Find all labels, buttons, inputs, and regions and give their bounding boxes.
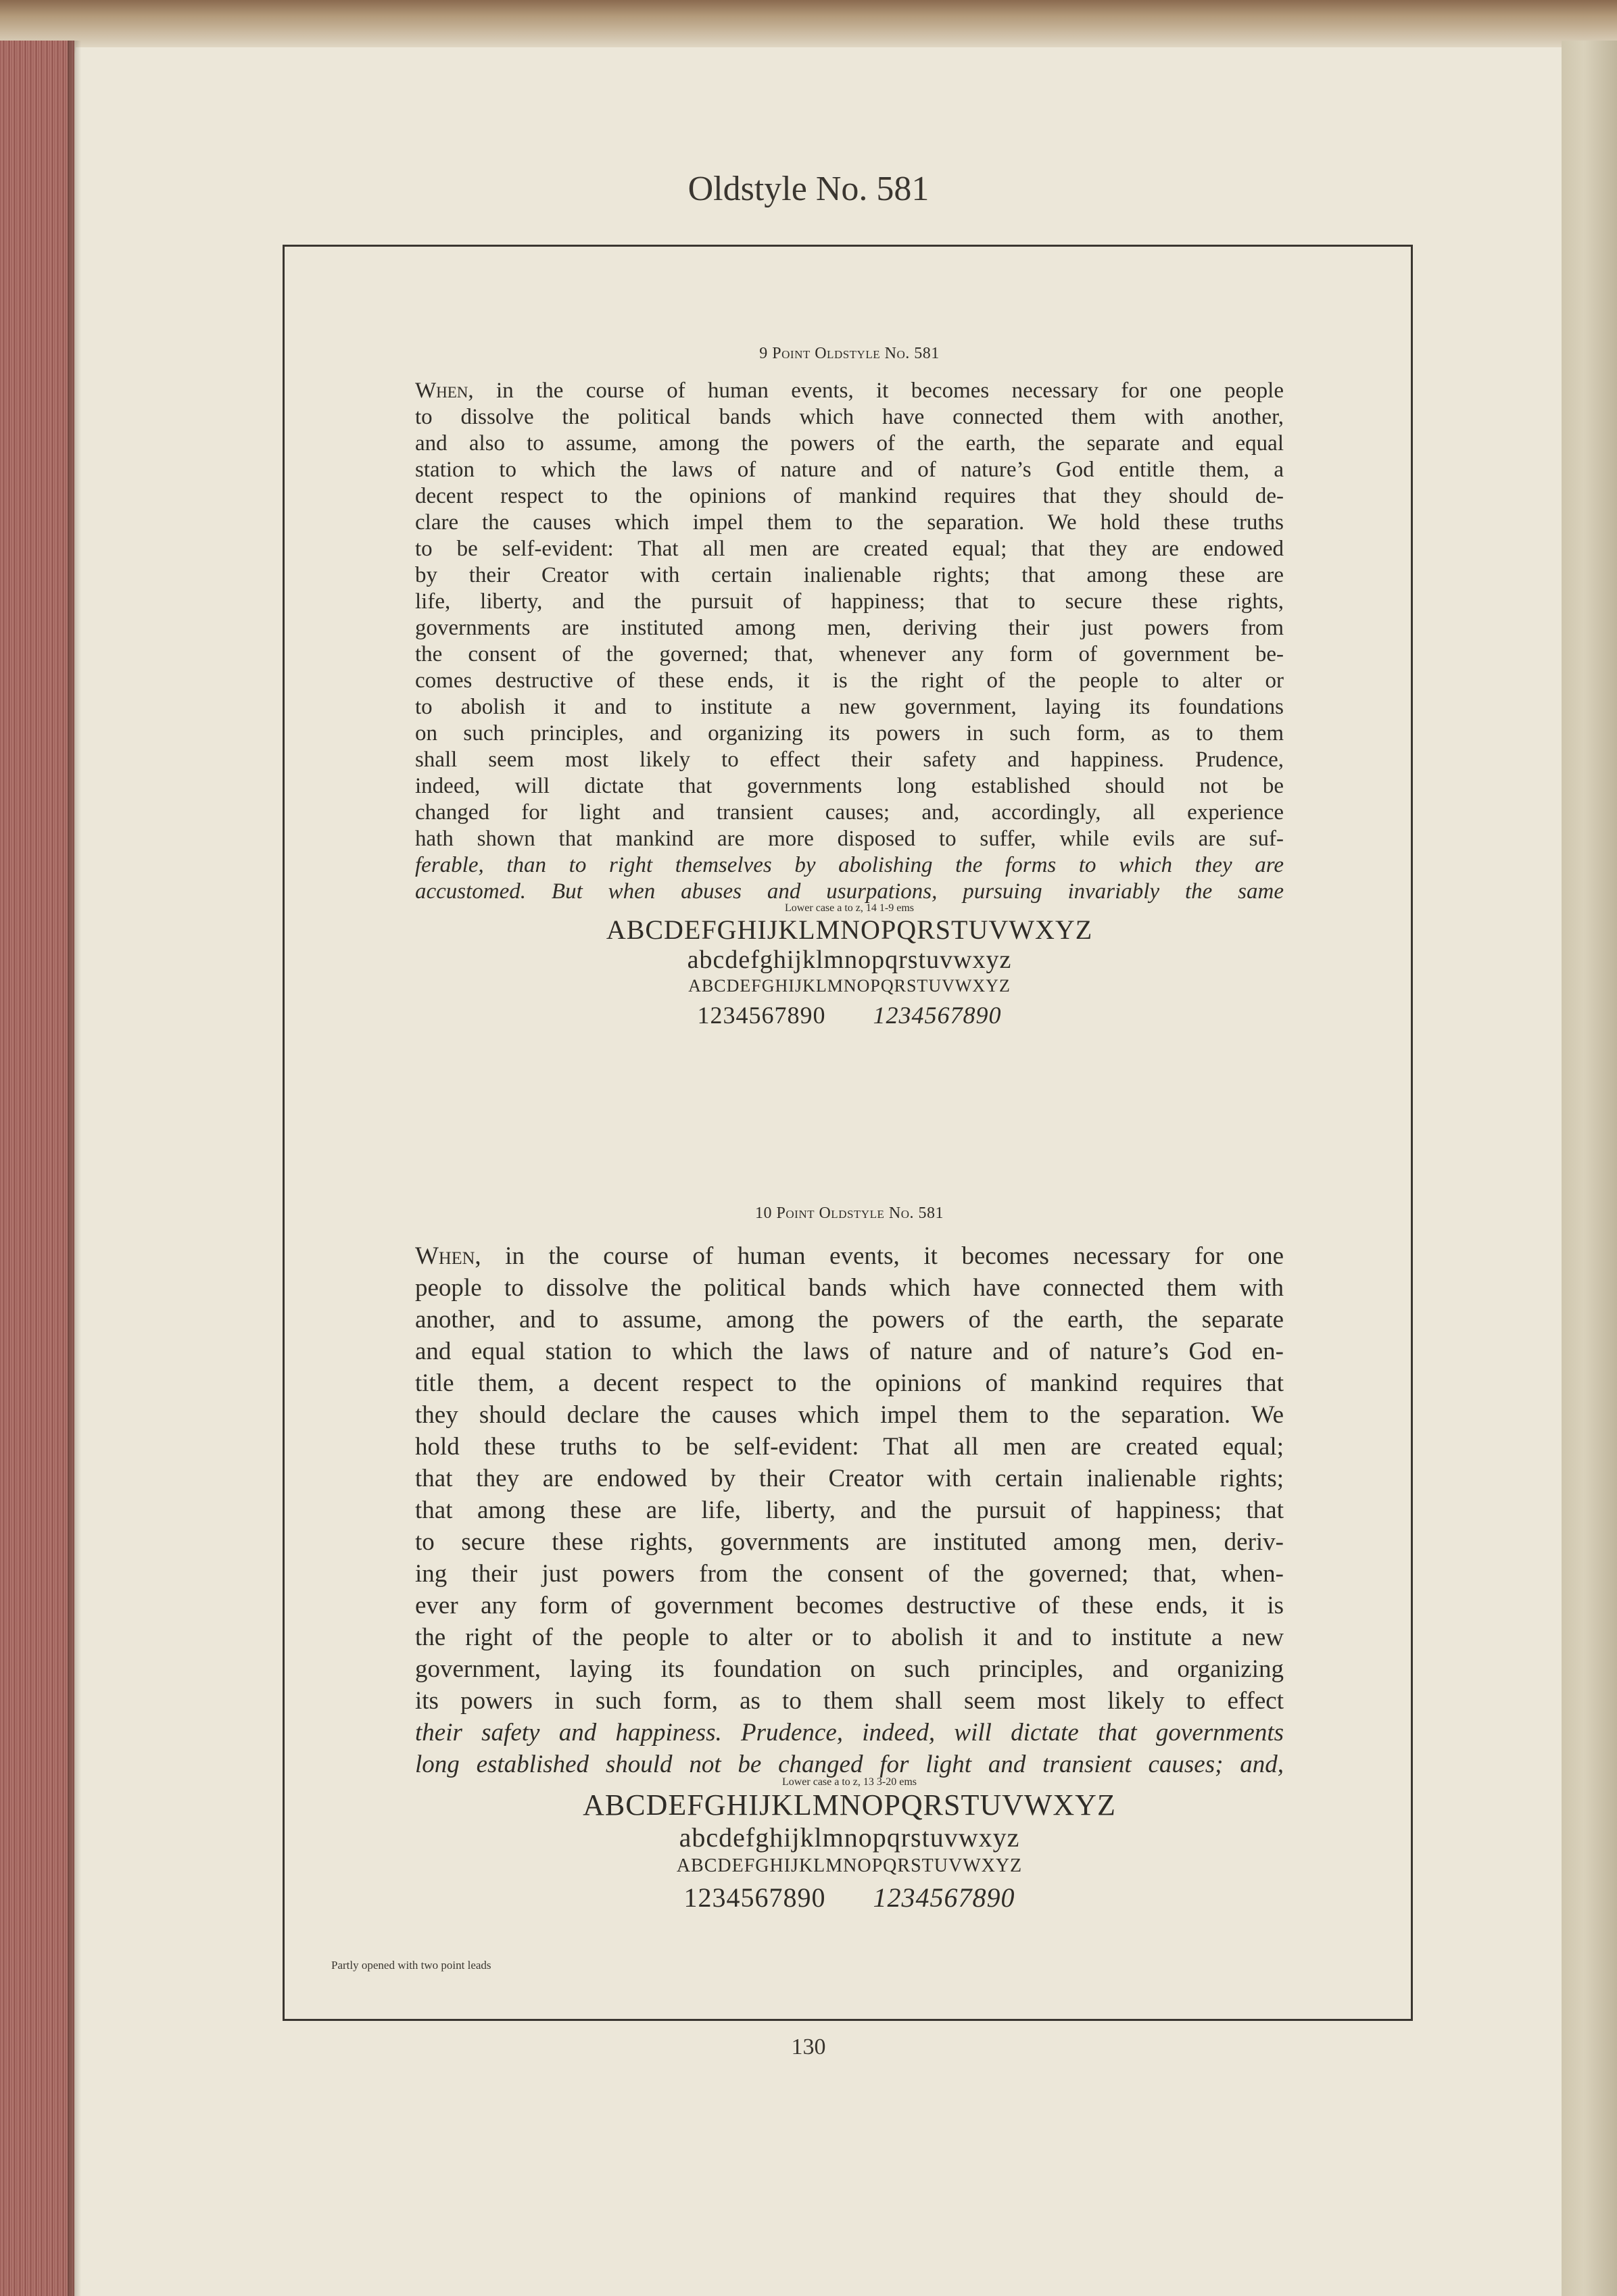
text-line <box>415 404 1284 431</box>
line-text: life, liberty, and the pursuit of happiness; that to secure these rights, <box>415 589 1284 614</box>
text-line <box>415 641 1284 668</box>
text-line <box>415 694 1284 720</box>
line-text: governments are instituted among men, deriving their just powers from <box>415 616 1284 640</box>
text-line <box>415 826 1284 852</box>
line-text: hold these truths to be self-evident: That all men are created equal; <box>415 1433 1284 1461</box>
text-line <box>415 1558 1284 1590</box>
line-text: comes destructive of these ends, it is the right of the people to alter or <box>415 668 1284 693</box>
text-line <box>415 800 1284 826</box>
leading-footnote: Partly opened with two point leads <box>331 1959 491 1972</box>
line-text: another, and to assume, among the powers of the earth, the separate <box>415 1306 1284 1334</box>
text-line <box>415 668 1284 694</box>
lowercase-measure-note: Lower case a to z, 14 1-9 ems <box>784 902 915 914</box>
line-text: accustomed. But when abuses and usurpations, pursuing invariably the same <box>415 879 1284 904</box>
line-text: that they are endowed by their Creator with certain inalienable rights; <box>415 1465 1284 1492</box>
line-text: ing their just powers from the consent of the governed; that, when- <box>415 1560 1284 1588</box>
line-text: the consent of the governed; that, whenever any form of government be- <box>415 642 1284 666</box>
text-line <box>415 615 1284 641</box>
text-line <box>415 879 1284 905</box>
line-text: and equal station to which the laws of nature and of nature’s God en- <box>415 1338 1284 1365</box>
specimen-heading: 9 Point Oldstyle No. 581 <box>759 345 940 362</box>
text-line <box>415 1717 1284 1749</box>
line-text: to abolish it and to institute a new government, laying its foundations <box>415 695 1284 719</box>
text-line <box>415 589 1284 615</box>
figures-line <box>415 1879 1284 1917</box>
line-text: that among these are life, liberty, and the pursuit of happiness; that <box>415 1496 1284 1524</box>
line-text: its powers in such form, as to them shall seem most likely to effect <box>415 1687 1284 1715</box>
uppercase-alphabet: ABCDEFGHIJKLMNOPQRSTUVWXYZ <box>606 914 1093 945</box>
text-line <box>415 536 1284 562</box>
line-text: ever any form of government becomes destructive of these ends, it is <box>415 1592 1284 1619</box>
line-text: to dissolve the political bands which have connected them with another, <box>415 405 1284 429</box>
book-page-edges-left <box>0 41 74 2296</box>
lead-word: When, <box>415 1242 481 1270</box>
line-text: station to which the laws of nature and of nature’s God entitle them, a <box>415 458 1284 482</box>
line-text: their safety and happiness. Prudence, indeed, will dictate that governments <box>415 1719 1284 1747</box>
line-text: title them, a decent respect to the opinions of mankind requires that <box>415 1369 1284 1397</box>
specimen-heading: 10 Point Oldstyle No. 581 <box>755 1204 944 1222</box>
line-text: clare the causes which impel them to the separation. We hold these truths <box>415 510 1284 535</box>
line-text: in the course of human events, it becomes necessary for one <box>481 1242 1284 1270</box>
lead-word: When, <box>415 378 474 403</box>
running-title: Oldstyle No. 581 <box>687 170 930 208</box>
line-text: the right of the people to alter or to abolish it and to institute a new <box>415 1623 1284 1651</box>
italic-figures: 1234567890 <box>873 1882 1015 1913</box>
italic-figures: 1234567890 <box>873 1002 1002 1029</box>
specimen-9-point <box>415 345 1284 1032</box>
book-page-edges-right <box>1562 41 1617 2296</box>
line-text: decent respect to the opinions of mankind requires that they should de- <box>415 484 1284 508</box>
line-text: on such principles, and organizing its powers in such form, as to them <box>415 721 1284 746</box>
roman-figures: 1234567890 <box>697 1002 826 1029</box>
text-line <box>415 510 1284 536</box>
text-line <box>415 1431 1284 1463</box>
text-line <box>415 562 1284 589</box>
text-line <box>415 1494 1284 1526</box>
lowercase-measure-note: Lower case a to z, 13 3-20 ems <box>781 1776 917 1788</box>
text-line <box>415 720 1284 747</box>
text-line <box>415 747 1284 773</box>
line-text: government, laying its foundation on such principles, and organizing <box>415 1655 1284 1683</box>
text-line <box>415 1526 1284 1558</box>
line-text: people to dissolve the political bands which have connected them with <box>415 1274 1284 1302</box>
text-line <box>415 457 1284 483</box>
line-text: to secure these rights, governments are instituted among men, deriv- <box>415 1528 1284 1556</box>
line-text: in the course of human events, it becomes necessary for one people <box>473 378 1284 403</box>
line-text: they should declare the causes which impel them to the separation. We <box>415 1401 1284 1429</box>
roman-figures: 1234567890 <box>683 1882 826 1913</box>
book-binding-top <box>0 0 1617 54</box>
small-caps-alphabet: ABCDEFGHIJKLMNOPQRSTUVWXYZ <box>676 1855 1023 1876</box>
page-number: 130 <box>791 2034 826 2059</box>
text-line <box>415 1240 1284 1272</box>
text-line <box>415 1685 1284 1717</box>
specimen-body-text <box>415 378 1284 905</box>
figures-line <box>415 998 1284 1032</box>
text-line <box>415 483 1284 510</box>
uppercase-alphabet: ABCDEFGHIJKLMNOPQRSTUVWXYZ <box>583 1788 1116 1822</box>
line-text: shall seem most likely to effect their safety and happiness. Prudence, <box>415 748 1284 772</box>
text-line <box>415 1653 1284 1685</box>
text-line <box>415 1399 1284 1431</box>
text-line <box>415 1621 1284 1653</box>
small-caps-alphabet: ABCDEFGHIJKLMNOPQRSTUVWXYZ <box>688 976 1011 996</box>
text-line <box>415 1272 1284 1304</box>
text-line <box>415 1749 1284 1780</box>
line-text: long established should not be changed for light and transient causes; and, <box>415 1751 1284 1778</box>
lowercase-alphabet: abcdefghijklmnopqrstuvwxyz <box>687 946 1012 974</box>
specimen-body-text <box>415 1240 1284 1780</box>
line-text: ferable, than to right themselves by abolishing the forms to which they are <box>415 853 1284 877</box>
line-text: to be self-evident: That all men are created equal; that they are endowed <box>415 537 1284 561</box>
line-text: hath shown that mankind are more disposed to suffer, while evils are suf- <box>415 827 1284 851</box>
line-text: by their Creator with certain inalienable rights; that among these are <box>415 563 1284 587</box>
specimen-10-point <box>415 1204 1284 1917</box>
text-line <box>415 1367 1284 1399</box>
text-line <box>415 1304 1284 1336</box>
line-text: changed for light and transient causes; and, accordingly, all experience <box>415 800 1284 825</box>
line-text: and also to assume, among the powers of the earth, the separate and equal <box>415 431 1284 456</box>
text-line <box>415 1336 1284 1367</box>
line-text: indeed, will dictate that governments long established should not be <box>415 774 1284 798</box>
text-line <box>415 1463 1284 1494</box>
text-line <box>415 773 1284 800</box>
text-line <box>415 378 1284 404</box>
gutter-shadow <box>68 41 81 2296</box>
text-line <box>415 1590 1284 1621</box>
text-line <box>415 431 1284 457</box>
lowercase-alphabet: abcdefghijklmnopqrstuvwxyz <box>679 1822 1020 1853</box>
text-line <box>415 852 1284 879</box>
